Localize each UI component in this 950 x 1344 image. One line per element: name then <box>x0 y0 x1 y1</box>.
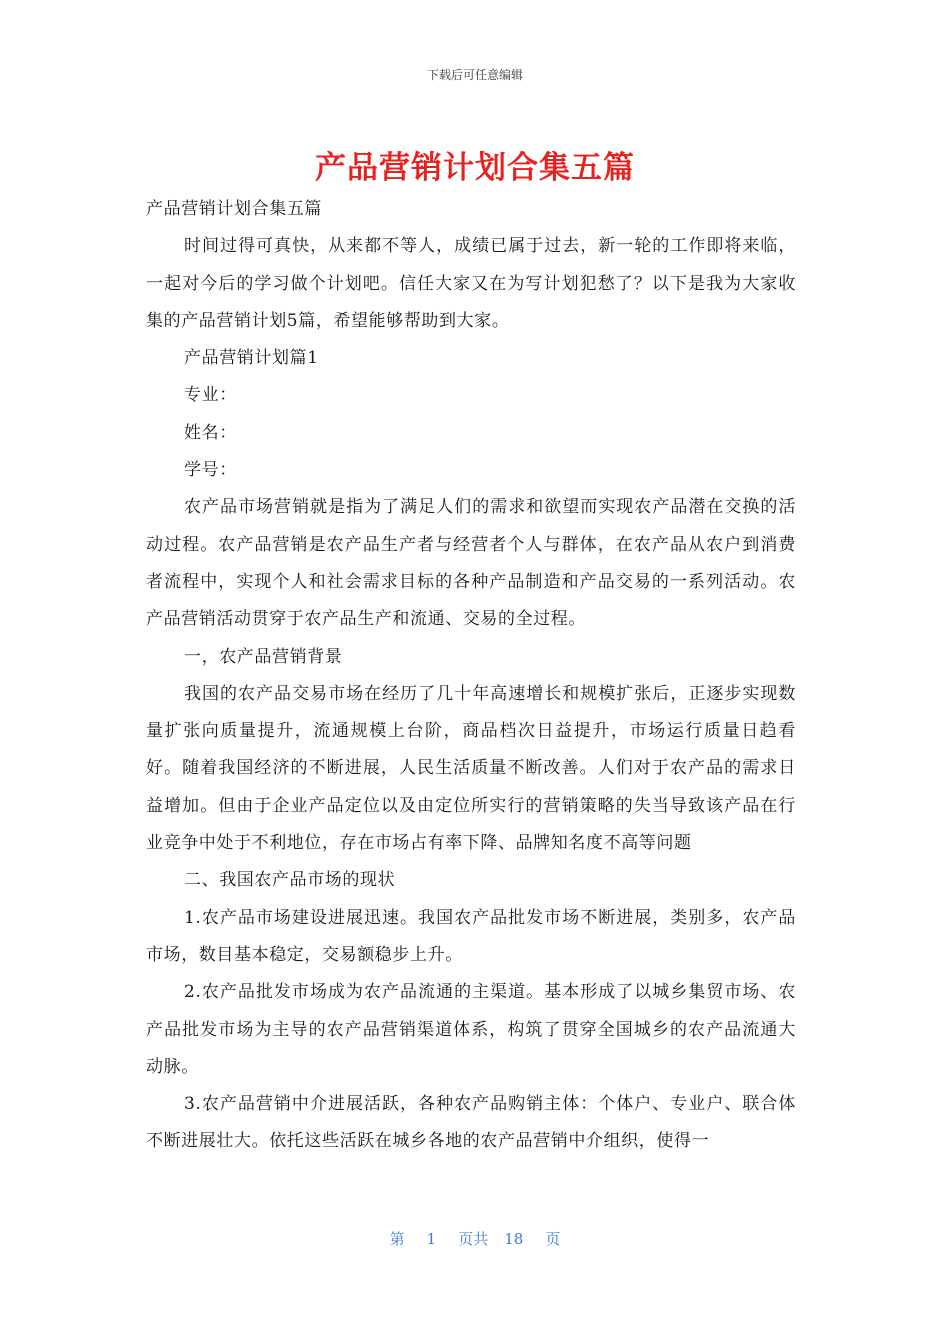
field-student-id: 学号： <box>184 460 237 481</box>
background-paragraph: 我国的农产品交易市场在经历了几十年高速增长和规模扩张后，正逐步实现数量扩张向质量提升，流通规模上台阶，商品档次日益提升，市场运行质量日趋看好。随着我国经济的不断进展，人民生活质量不断改善。人们对于农产品的需求日益增加。但由于企业产品定位以及由定位所实行的营销策略的失当导致该产品在行业竞争中处于不利地位，存在市场占有率下降、品牌知名度不高等问题 <box>146 683 796 854</box>
footer-suffix: 页 <box>545 1230 561 1248</box>
status-item-1: 1.农产品市场建设进展迅速。我国农产品批发市场不断进展，类别多，农产品市场，数目基本稳定，交易额稳步上升。 <box>146 907 796 965</box>
heading-background: 一，农产品营销背景 <box>184 646 343 667</box>
footer-current-page: 1 <box>426 1230 437 1248</box>
status-item-3: 3.农产品营销中介进展活跃，各种农产品购销主体：个体户、专业户、联合体不断进展壮大。依托这些活跃在城乡各地的农产品营销中介组织，使得一 <box>146 1094 796 1152</box>
status-item-2: 2.农产品批发市场成为农产品流通的主渠道。基本形成了以城乡集贸市场、农产品批发市场为主导的农产品营销渠道体系，构筑了贯穿全国城乡的农产品流通大动脉。 <box>146 982 796 1077</box>
header-note: 下载后可任意编辑 <box>426 68 523 82</box>
field-major: 专业： <box>184 385 237 406</box>
page-footer <box>0 1228 950 1249</box>
field-name: 姓名： <box>184 422 237 443</box>
footer-prefix: 第 <box>389 1230 405 1248</box>
document-body <box>146 191 796 1161</box>
heading-current-status: 二、我国农产品市场的现状 <box>184 870 396 891</box>
document-title: 产品营销计划合集五篇 <box>315 150 635 186</box>
intro-paragraph: 时间过得可真快，从来都不等人，成绩已属于过去，新一轮的工作即将来临，一起对今后的学习做个计划吧。信任大家又在为写计划犯愁了？以下是我为大家收集的产品营销计划5篇，希望能够帮助到大家。 <box>146 236 796 331</box>
footer-mid: 页共 <box>458 1230 489 1248</box>
doc-subtitle-paragraph: 产品营销计划合集五篇 <box>146 199 322 219</box>
footer-total-pages: 18 <box>504 1230 524 1248</box>
section-heading-plan-1: 产品营销计划篇1 <box>184 348 319 369</box>
definition-paragraph: 农产品市场营销就是指为了满足人们的需求和欲望而实现农产品潜在交换的活动过程。农产品营销是农产品生产者与经营者个人与群体，在农产品从农户到消费者流程中，实现个人和社会需求目标的各种产品制造和产品交易的一系列活动。农产品营销活动贯穿于农产品生产和流通、交易的全过程。 <box>146 497 796 630</box>
